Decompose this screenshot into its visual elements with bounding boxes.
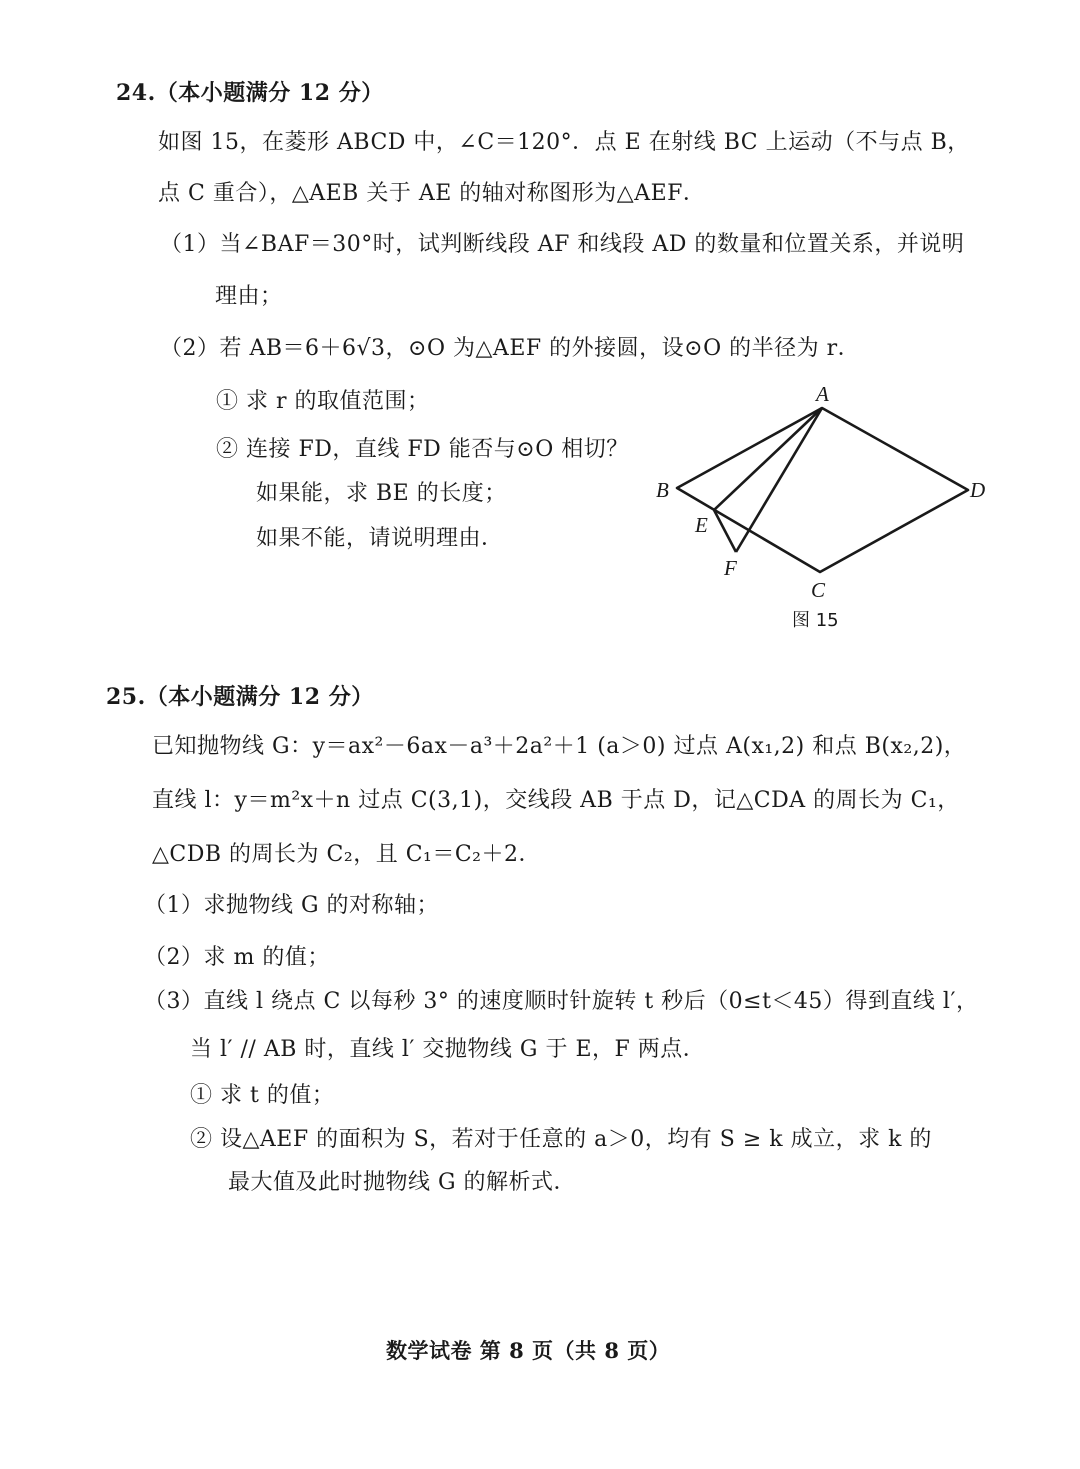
q24-stem-line-2: 点 C 重合），△AEB 关于 AE 的轴对称图形为△AEF． (158, 181, 706, 206)
q24-part2-sub-2-line-3: 如果不能，请说明理由． (256, 526, 504, 551)
q25-part3-sub-2-line-1: ② 设△AEF 的面积为 S，若对于任意的 a＞0，均有 S ≥ k 成立，求 k 的 (190, 1127, 932, 1152)
q24-header: 24.（本小题满分 12 分） (116, 80, 384, 106)
label-b: B (656, 478, 669, 502)
q24-part2-sub-2-line-2: 如果能，求 BE 的长度； (256, 481, 507, 506)
q25-part2: （2）求 m 的值； (144, 945, 330, 970)
q24-part1-line-2: 理由； (215, 284, 283, 309)
figure-caption: 图 15 (792, 610, 839, 631)
q25-part3-line-1: （3）直线 l 绕点 C 以每秒 3° 的速度顺时针旋转 t 秒后（0≤t＜45）得到直线 l′， (144, 989, 979, 1014)
page-footer: 数学试卷 第 8 页（共 8 页） (386, 1338, 671, 1363)
q24-stem-line-1: 如图 15，在菱形 ABCD 中，∠C＝120°．点 E 在射线 BC 上运动（不与点 B， (158, 130, 970, 155)
segment-af (736, 408, 822, 552)
q25-part3-sub-1: ① 求 t 的值； (190, 1083, 335, 1108)
q25-stem-line-1: 已知抛物线 G：y＝ax²－6ax－a³＋2a²＋1 (a＞0) 过点 A(x₁,2) 和点 B(x₂,2)， (152, 734, 967, 759)
rhombus-abcd (677, 408, 968, 572)
label-e: E (695, 513, 708, 537)
label-f: F (724, 556, 737, 580)
q25-stem-line-3: △CDB 的周长为 C₂，且 C₁＝C₂＋2． (152, 842, 541, 867)
q25-part1: （1）求抛物线 G 的对称轴； (144, 893, 440, 918)
q24-part1-line-1: （1）当∠BAF＝30°时，试判断线段 AF 和线段 AD 的数量和位置关系，并说明 (160, 232, 965, 257)
q24-part2-line-1: （2）若 AB＝6＋6√3，⊙O 为△AEF 的外接圆，设⊙O 的半径为 r． (160, 336, 861, 361)
q24-part2-sub-2: ② 连接 FD，直线 FD 能否与⊙O 相切？ (216, 437, 629, 462)
label-c: C (811, 578, 826, 602)
q25-part3-line-2: 当 l′ // AB 时，直线 l′ 交抛物线 G 于 E，F 两点． (190, 1037, 706, 1062)
q25-part3-sub-2-line-2: 最大值及此时抛物线 G 的解析式． (228, 1170, 577, 1195)
label-a: A (816, 382, 829, 406)
q25-stem-line-2: 直线 l：y＝m²x＋n 过点 C(3,1)，交线段 AB 于点 D，记△CDA 的周长为 C₁， (152, 788, 960, 813)
q24-part2-sub-1: ① 求 r 的取值范围； (216, 389, 430, 414)
q25-header: 25.（本小题满分 12 分） (106, 684, 374, 710)
label-d: D (970, 478, 986, 502)
figure-15-rhombus-diagram (640, 380, 1020, 640)
